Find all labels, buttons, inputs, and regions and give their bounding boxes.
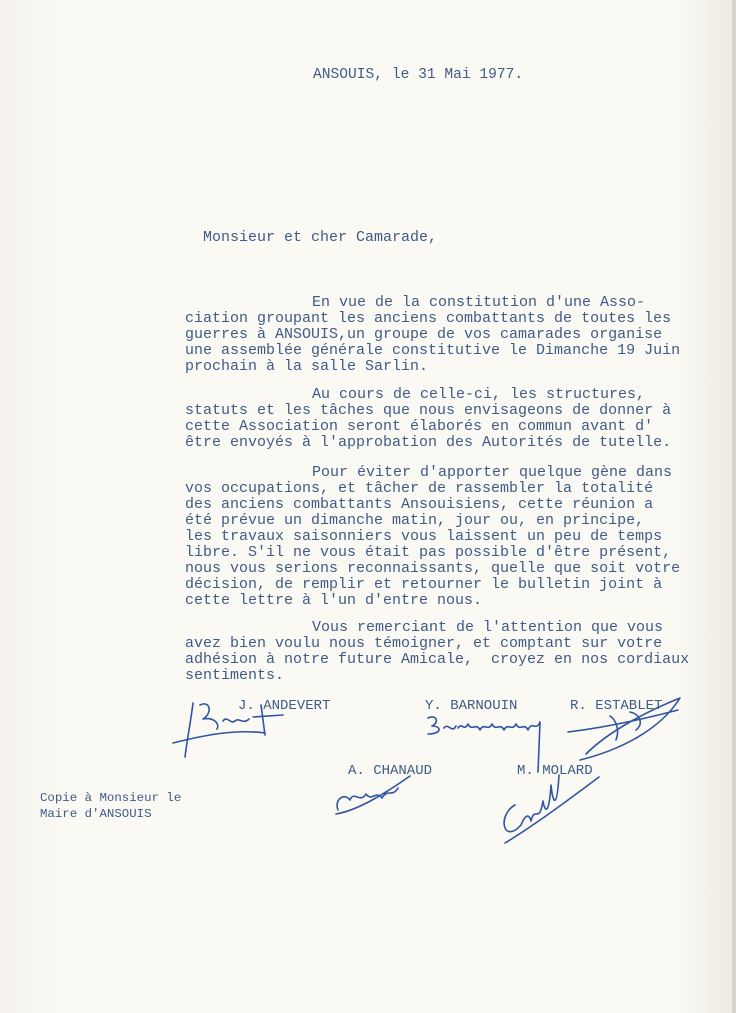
text-line: libre. S'il ne vous était pas possible d'être présent, (185, 544, 672, 561)
text-line: cette Association seront élaborés en commun avant d' (185, 418, 654, 435)
signature-barnouin (422, 712, 562, 772)
text-line: cette lettre à l'un d'entre nous. (185, 592, 483, 609)
signature-chanaud (330, 770, 420, 820)
signature-establet (560, 690, 690, 765)
text-line: avez bien voulu nous témoigner, et comptant sur votre (185, 635, 663, 652)
text-line: Vous remerciant de l'attention que vous (312, 619, 664, 636)
text-line: prochain à la salle Sarlin. (185, 358, 429, 375)
text-line: guerres à ANSOUIS,un groupe de vos camarades organise (185, 326, 663, 343)
paper-edge (732, 0, 736, 1013)
text-line: Au cours de celle-ci, les structures, (312, 386, 646, 403)
copy-note-line: Copie à Monsieur le (40, 791, 182, 805)
signatory-name: M. MOLARD (517, 763, 593, 779)
text-line: être envoyés à l'approbation des Autorités de tutelle. (185, 434, 672, 451)
text-line: nous vous serions reconnaissants, quelle que soit votre (185, 560, 681, 577)
text-line: des anciens combattants Ansouisiens, cette réunion a (185, 496, 654, 513)
text-line: une assemblée générale constitutive le Dimanche 19 Juin (185, 342, 681, 359)
signatory-name: R. ESTABLET (570, 698, 663, 714)
signatory-name: Y. BARNOUIN (425, 698, 518, 714)
text-line: vos occupations, et tâcher de rassembler la totalité (185, 480, 654, 497)
signatory-name: A. CHANAUD (348, 763, 433, 779)
signatory-name: J. ANDEVERT (238, 698, 331, 714)
text-line: ciation groupant les anciens combattants de toutes les (185, 310, 672, 327)
salutation: Monsieur et cher Camarade, (203, 229, 438, 246)
text-line: été prévue un dimanche matin, jour ou, en principe, (185, 512, 645, 529)
text-line: statuts et les tâches que nous envisageons de donner à (185, 402, 672, 419)
date-line: ANSOUIS, le 31 Mai 1977. (313, 67, 524, 83)
text-line: Pour éviter d'apporter quelque gène dans (312, 464, 673, 481)
copy-note-line: Maire d'ANSOUIS (40, 807, 152, 821)
text-line: sentiments. (185, 667, 285, 684)
text-line: adhésion à notre future Amicale, croyez en nos cordiaux (185, 651, 690, 668)
signature-molard (495, 765, 605, 845)
text-line: décision, de remplir et retourner le bulletin joint à (185, 576, 663, 593)
signature-andevert (165, 695, 315, 765)
text-line: En vue de la constitution d'une Asso- (312, 294, 646, 311)
text-line: les travaux saisonniers vous laissent un peu de temps (185, 528, 663, 545)
